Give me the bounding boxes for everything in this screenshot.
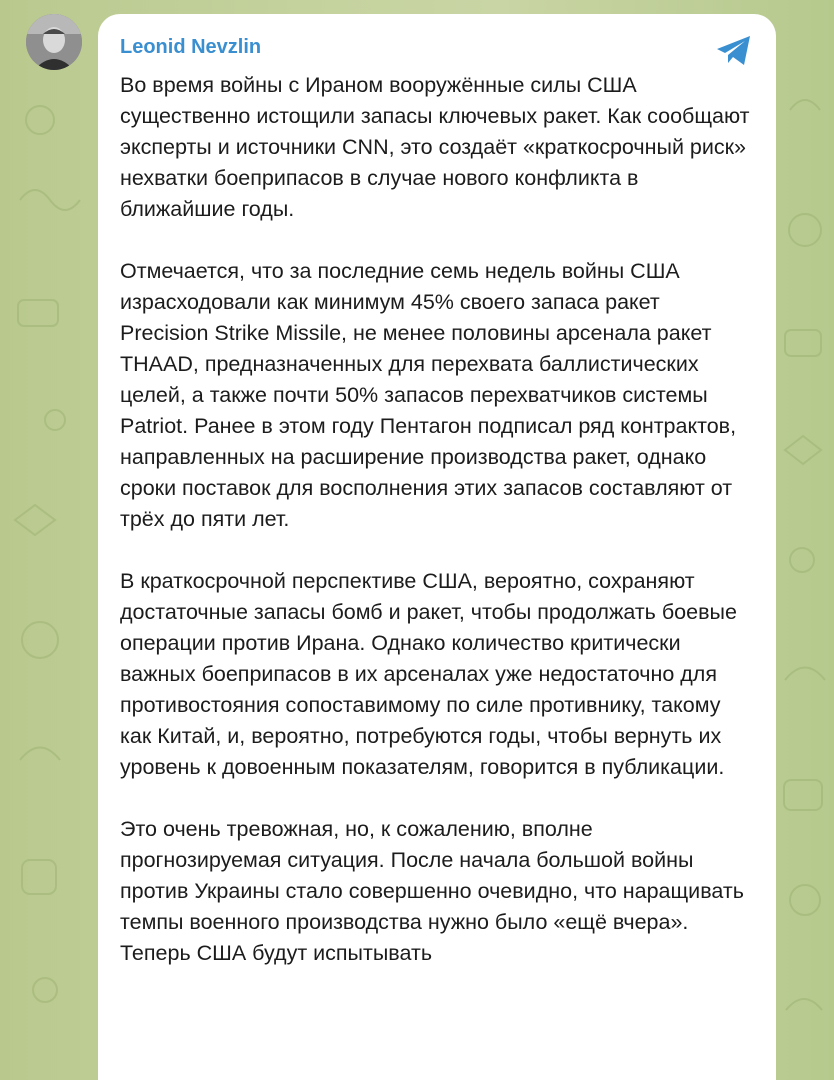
message-text: [120, 70, 752, 969]
message-paragraph-3: В краткосрочной перспективе США, вероятно, сохраняют достаточные запасы бомб и ракет, чтобы продолжать боевые операции против Ирана. Однако количество критически важных боеприпасов в их арсеналах уже недостаточно для противостояния сопоставимому по силе противнику, такому как Китай, и, вероятно, потребуются годы, чтобы вернуть их уровень к довоенным показателям, говорится в публикации.: [120, 569, 737, 779]
telegram-share-icon[interactable]: [714, 34, 754, 68]
message-paragraph-4: Это очень тревожная, но, к сожалению, вполне прогнозируемая ситуация. После начала большой войны против Украины стало совершенно очевидно, что наращивать темпы военного производства нужно было «ещё вчера». Теперь США будут испытывать: [120, 817, 744, 965]
message-paragraph-1: Во время войны с Ираном вооружённые силы США существенно истощили запасы ключевых ракет. Как сообщают эксперты и источники CNN, это создаёт «краткосрочный риск» нехватки боеприпасов в случае нового конфликта в ближайшие годы.: [120, 73, 750, 221]
message-paragraph-2: Отмечается, что за последние семь недель войны США израсходовали как минимум 45% своего запаса ракет Precision Strike Missile, не менее половины арсенала ракет THAAD, предназначенных для перехвата баллистических целей, а также почти 50% запасов перехватчиков системы Patriot. Ранее в этом году Пентагон подписал ряд контрактов, направленных на расширение производства ракет, однако сроки поставок для восполнения этих запасов составляют от трёх до пяти лет.: [120, 259, 737, 531]
avatar-image: [26, 14, 82, 70]
author-name[interactable]: Leonid Nevzlin: [120, 36, 262, 58]
message-bubble: [98, 14, 776, 1080]
author-avatar[interactable]: [26, 14, 82, 70]
